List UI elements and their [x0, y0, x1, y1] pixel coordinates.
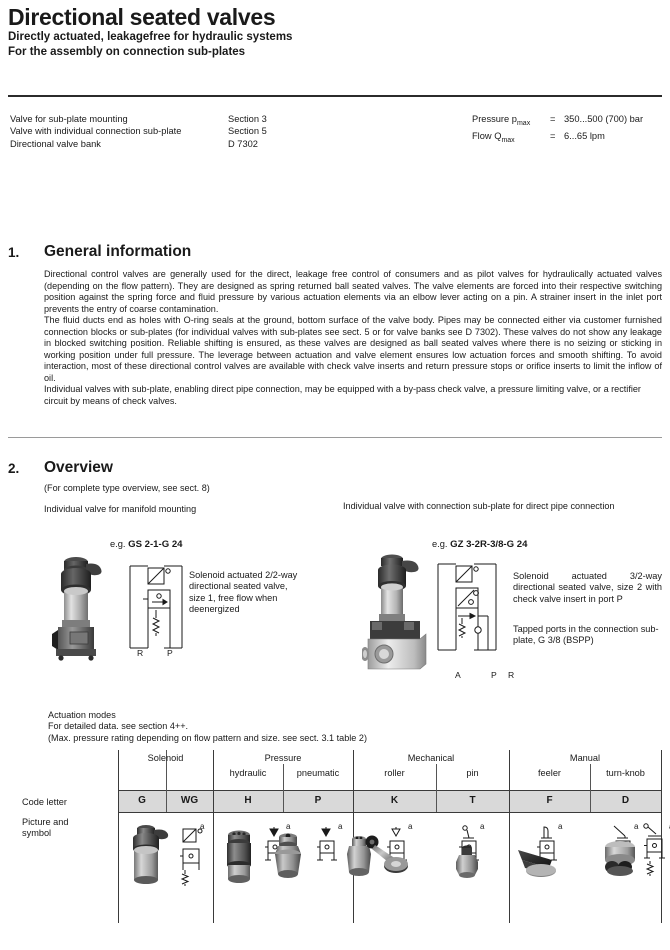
- actuator-photo-feeler: [516, 840, 566, 885]
- sub-label-feeler: feeler: [538, 768, 561, 778]
- hydraulic-symbol-gs: [126, 560, 186, 665]
- page-subtitle-1: Directly actuated, leakagefree for hydraulic systems: [8, 31, 293, 43]
- section-2-title: Overview: [44, 459, 113, 476]
- actuation-note-2: (Max. pressure rating depending on flow pattern and size. see sect. 3.1 table 2): [48, 733, 367, 743]
- sub-label-turn-knob: turn-knob: [606, 768, 645, 778]
- sub-label-roller: roller: [384, 768, 405, 778]
- reference-list: [10, 113, 348, 150]
- spec-label: Pressure $p_{max}$: [472, 114, 531, 127]
- hydraulic-symbol-gz: [434, 558, 504, 671]
- header-divider: [8, 95, 662, 97]
- code-letter-f: F: [546, 795, 553, 806]
- actuator-photo-solenoid-wet: [222, 827, 256, 890]
- paragraph: Individual valves with sub-plate, enabling direct pipe connection, may be equipped with a by-pass check valve, a pressure limiting valve, or a rectifier circuit by means of check valves.: [44, 384, 641, 407]
- sub-label-hydraulic: hydraulic: [229, 768, 267, 778]
- page-title: Directional seated valves: [8, 4, 276, 30]
- sub-label-pneumatic: pneumatic: [296, 768, 340, 778]
- section-1-title: General information: [44, 243, 192, 260]
- table-hline-mid: [118, 812, 662, 813]
- overview-right-caption: Individual valve with connection sub-plate for direct pipe connection: [343, 501, 615, 511]
- section-1-number: 1.: [8, 245, 20, 260]
- group-label-solenoid: Solenoid: [147, 753, 184, 763]
- table-hline-top: [118, 790, 662, 791]
- reference-label: Valve for sub-plate mounting: [10, 114, 128, 124]
- actuator-photo-roller: [363, 832, 411, 883]
- port-label-r: R: [137, 648, 144, 658]
- sub-label-pin: pin: [466, 768, 479, 778]
- symbol-turn-knob: [643, 823, 670, 884]
- symbol-solenoid: [178, 825, 208, 892]
- actuator-photo-hydraulic: [271, 830, 305, 887]
- reference-row: [10, 125, 348, 137]
- code-letter-d: D: [621, 795, 630, 806]
- symbol-label-a-p: a: [408, 822, 413, 831]
- actuator-photo-pin: [450, 842, 484, 885]
- actuation-modes-table: [118, 750, 662, 923]
- actuation-heading: Actuation modes: [48, 710, 116, 720]
- valve-photo-gs: [50, 552, 112, 672]
- reference-value: Section 3: [228, 114, 267, 124]
- code-letter-h: H: [244, 795, 252, 806]
- symbol-label-a-f: a: [634, 822, 639, 831]
- symbol-hydraulic: [316, 825, 342, 874]
- page-subtitle-2: For the assembly on connection sub-plates: [8, 45, 246, 58]
- symbol-label-a-t: a: [558, 822, 563, 831]
- spec-value: 6...65 lpm: [564, 131, 605, 142]
- section-divider: [8, 437, 662, 438]
- symbol-label-a-k: a: [480, 822, 485, 831]
- document-header: [8, 4, 662, 59]
- reference-label: Directional valve bank: [10, 138, 101, 149]
- code-letter-k: K: [390, 795, 399, 806]
- spec-label: Flow $Q_{max}$: [472, 131, 515, 145]
- overview-left-example-code: e.g. GS 2-1-G 24: [110, 539, 183, 550]
- code-letter-t: T: [469, 795, 476, 806]
- actuator-photo-turn-knob: [599, 838, 641, 887]
- group-label-mechanical: Mechanical: [407, 753, 455, 763]
- overview-right-example-code: e.g. GZ 3-2R-3/8-G 24: [432, 539, 528, 550]
- reference-row: [10, 113, 348, 125]
- reference-label: Valve with individual connection sub-plate: [10, 126, 182, 137]
- spec-equals: =: [550, 131, 556, 142]
- paragraph: The fluid ducts end as holes with O-ring seals at the ground, bottom surface of the valve body. Pipes may be connected either via customer furnished connection blocks or sub-plates (for individual valves with sub-plates see sect. 5 or for valve banks see D 7302). These valves do not show any leakage in blocked switching position. Reliable shifting is ensured, as these valves are designed as ball seated valves where there is no seizing or sticking in working position under full pressure. The leverage between actuation and valve element ensures low actuation forces and smooth shifting. To avoid interaction, most of these directional control valves are available with check valve inserts and return pressure stops or orifice inserts to limit the inflow of oil.: [44, 315, 662, 383]
- reference-row: [10, 138, 348, 150]
- code-letter-p: P: [314, 795, 322, 806]
- code-letter-wg: WG: [180, 795, 199, 806]
- row-label-code-letter: Code letter: [22, 797, 67, 807]
- overview-left-description: Solenoid actuated 2/2-way directional seated valve, size 1, free flow when deenergized: [189, 570, 298, 615]
- actuation-note-1: For detailed data. see section 4++.: [48, 721, 189, 731]
- port-label-p: P: [167, 648, 173, 658]
- port-label-a: A: [455, 670, 461, 680]
- group-label-manual: Manual: [569, 753, 601, 763]
- table-vline-left: [118, 750, 119, 923]
- code-letter-g: G: [138, 795, 146, 806]
- port-label-p: P: [491, 670, 497, 680]
- overview-right-description: Solenoid actuated 3/2-way directional seated valve, size 2 with check valve insert in port P: [513, 571, 662, 604]
- valve-photo-gz: [362, 550, 432, 675]
- symbol-label-a-g: a: [200, 822, 205, 831]
- row-label-picture: Picture and: [22, 817, 69, 827]
- spec-value: 350...500 (700) bar: [564, 114, 644, 124]
- row-label-symbol: symbol: [22, 828, 52, 838]
- section-1-body: [44, 269, 662, 408]
- group-label-pressure: Pressure: [264, 753, 302, 763]
- section-2-number: 2.: [8, 461, 20, 476]
- spec-list: [472, 113, 643, 148]
- reference-value: D 7302: [228, 138, 258, 149]
- section-2-note: (For complete type overview, see sect. 8): [44, 483, 210, 493]
- port-label-r: R: [508, 670, 515, 680]
- overview-right-description-2: Tapped ports in the connection sub-plate, G 3/8 (BSPP): [513, 624, 659, 646]
- overview-left-caption: Individual valve for manifold mounting: [44, 504, 197, 514]
- symbol-label-a-wg: a: [286, 822, 291, 831]
- spec-equals: =: [550, 114, 556, 124]
- spec-row-flow: [472, 130, 643, 147]
- spec-row-pressure: [472, 113, 643, 130]
- reference-value: Section 5: [228, 126, 267, 137]
- actuator-photo-solenoid: [126, 822, 172, 895]
- paragraph: Directional control valves are generally used for the direct, leakage free control of consumers and as pilot valves for hydraulically actuated valves (depending on the flow pattern). They are designed as spring returned ball seated valves. The valve elements are forced into their respective switching position against the spring force and fluid pressure by various actuation elements via an elbow lever acting on a pin. A strainer insert in the inlet port prevents the entry of coarse contamination.: [44, 269, 662, 314]
- symbol-label-a-h: a: [338, 822, 343, 831]
